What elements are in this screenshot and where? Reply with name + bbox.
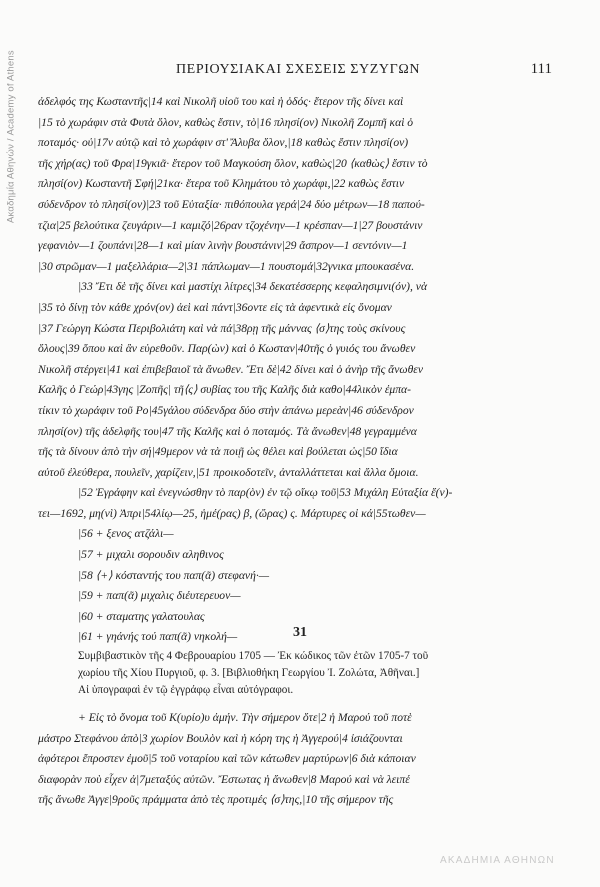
text-line: τζια|25 βελούτικα ζευγάριν—1 καμιζό|26ραν τζοχένην—1 κρέσπαν—1|27 βουστάνιν — [38, 218, 423, 232]
signature-line: |61 + γηάνής τού παπ(ᾶ) νηκολή— — [78, 630, 238, 644]
text-line: |30 στρῶμαν—1 μαξελλάρια—2|31 πάπλωμαν—1 πουστομά|32γνικα μπουκασένα. — [38, 259, 415, 273]
signature-line: |59 + παπ(ᾶ) μιχαλις διέυτερευον— — [78, 589, 241, 603]
signature-line: |58 ⟨+⟩ κόσταντής του παπ(ᾶ) στεφανή·— — [78, 568, 270, 582]
text-line: ὅλους|39 ὅπου καὶ ἂν εὑρεθοῦν. Παρ(ὼν) καὶ ὁ Κωσταν|40τῆς ὁ γυιός του ἄνωθεν — [38, 342, 416, 356]
text-line: διαφορὰν ποὺ εἶχεν ἀ|7μεταξύς αὐτῶν. Ἔστωτας ἡ ἄνωθεν|8 Μαρού καὶ νὰ λειπέ — [38, 772, 410, 786]
text-line: τῆς χήρ(ας) τοῦ Φρα|19γκιᾶ· ἕτερον τοῦ Μαγκούση ὅλον, καθὼς|20 ⟨καθὼς⟩ ἔστιν τὸ — [38, 156, 428, 170]
heading-line: χωρίου τῆς Χίου Πυργιοῦ, φ. 3. [Βιβλιοθήκη Γεωργίου Ἰ. Ζολώτα, Ἀθῆναι.] — [78, 667, 420, 679]
text-line: |35 τὸ δίνῃ τὸν κάθε χρόν(ον) ἀεὶ καὶ πάντ|36οντε εἰς τὰ ἀφεντικὰ εἰς ὄνομαν — [38, 300, 392, 314]
text-line: σύδενδρον τὸ πλησί(ον)|23 τοῦ Εὐταξία· πιθόπουλα γερά|24 δύο μέτρων—18 παπού- — [38, 197, 425, 211]
bottom-watermark: ΑΚΑΔΗΜΙΑ ΑΘΗΝΩΝ — [440, 855, 555, 866]
text-line: πλησί(ον) τῆς ἀδελφῆς του|47 τῆς Καλῆς καὶ ὁ ποταμός. Τὰ ἄνωθεν|48 γεγραμμένα — [38, 424, 417, 438]
text-line: |37 Γεώργη Κώστα Περιβολιάτη καὶ νὰ πά|38ρῃ τῆς μάννας ⟨σ⟩της τοὺς σκίνους — [38, 321, 406, 335]
page-number: 111 — [530, 61, 552, 77]
heading-line: Αἱ ὑπογραφαὶ ἐν τῷ ἐγγράφῳ εἶναι αὐτόγραφοι. — [78, 684, 294, 696]
text-line: ἀφότεροι ἔπροστεν ἐμοῦ|5 τοῦ νοταρίου καὶ τῶν κάτωθεν μαρτύρων|6 διὰ κάποιαν — [38, 752, 416, 766]
text-line: τῆς τὰ δίνουν ἀπὸ τὴν σή|49μερον νὰ τὰ ποιῇ ὡς θέλει καὶ βούλεται ὡς|50 ἴδια — [38, 445, 398, 459]
text-line: τει—1692, μη(νὶ) Ἀπρι|54λίῳ—25, ἡμέ(ρας) β, (ὥρας) ς. Μάρτυρες οἱ κά|55τωθεν— — [38, 506, 426, 520]
side-watermark: Ακαδημία Αθηνών / Academy of Athens — [5, 50, 17, 223]
heading-line: Συμβιβαστικὸν τῆς 4 Φεβρουαρίου 1705 — Ἐκ κώδικος τῶν ἐτῶν 1705-7 τοῦ — [78, 650, 429, 662]
text-line: + Εἰς τὸ ὄνομα τοῦ Κ(υρίο)υ ἀμήν. Τὴν σήμερον ὅτε|2 ἡ Μαρού τοῦ ποτὲ — [78, 711, 412, 724]
signature-line: |56 + ξενος ατζάλι— — [78, 527, 174, 541]
body-text — [38, 92, 560, 648]
text-line: Καλῆς ὁ Γεώρ|43γης |Ζοπῆς| τῆ⟨ς⟩ συβίας του τῆς Καλῆς διὰ καθο|44λικὸν ἐμπα- — [38, 383, 411, 397]
text-line: ποταμός· οὐ|17ν αὐτῷ καὶ τὸ χωράφιν στ' Ἄλυβα ὅλον,|18 καθὼς ἔστιν πλησί(ον) — [38, 136, 409, 150]
text-line: γεφανιὸν—1 ζουπάνι|28—1 καὶ μίαν λινὴν βουστάνιν|29 ἄσπρον—1 σεντόνιν—1 — [38, 239, 408, 253]
document-body — [38, 708, 562, 811]
text-line: ἀδελφός της Κωσταντῆς|14 καὶ Νικολῆ υἱοῦ του καὶ ἡ ὁδός· ἕτερον τῆς δίνει καὶ — [38, 95, 404, 108]
signature-line: |60 + σταματης γαλατουλας — [78, 609, 205, 623]
running-title: ΠΕΡΙΟΥΣΙΑΚΑΙ ΣΧΕΣΕΙΣ ΣΥΖΥΓΩΝ — [175, 62, 421, 77]
page-header — [44, 62, 552, 82]
text-line: τίκιν τὸ χωράφιν τοῦ Ρο|45γάλου σύδενδρα δύο στὴν ἀπάνω μερεὰν|46 σύδενδρον — [38, 403, 414, 417]
text-line: μάστρο Στεφάνου ἀπὸ|3 χωρίον Βουλὸν καὶ ἡ κόρη της ἡ Ἀγγερού|4 ἰσιάζουνται — [38, 731, 403, 745]
document-number: 31 — [293, 625, 307, 640]
text-line: τῆς ἄνωθε Ἀγγε|9ροῦς πράμματα ἀπὸ τὲς προτιμές ⟨σ⟩της,|10 τῆς σήμερον τῆς — [38, 793, 394, 807]
text-line: αὐτοῦ ἐλεύθερα, πουλεῖν, χαρίζειν,|51 προικοδοτεῖν, ἀνταλλάττεται καὶ ἄλλα ὅμοια. — [38, 465, 419, 479]
document-heading — [78, 648, 562, 699]
text-line: |52 Ἐγράφην καὶ ἐνεγνώσθην τὸ παρ(ὸν) ἐν τῷ οἴκῳ τοῦ|53 Μιχάλη Εὐταξία ἔ(ν)- — [78, 486, 453, 500]
text-line: |33 Ἔτι δὲ τῆς δίνει καὶ μαστίχι λίτρες|34 δεκατέσσερης κεφαλησιμνι(όν), νὰ — [78, 280, 428, 294]
signature-line: |57 + μιχαλι σορουδιν αληθινος — [78, 548, 224, 562]
text-line: Νικολῆ στέργει|41 καὶ ἐπιβεβαιοῖ τὰ ἄνωθεν. Ἔτι δὲ|42 δίνει καὶ ὁ ἀνὴρ τῆς ἄνωθεν — [38, 362, 423, 376]
text-line: |15 τὸ χωράφιν στὰ Φυτὰ ὅλον, καθὼς ἔστιν, τὸ|16 πλησί(ον) Νικολῆ Ζομπῆ καὶ ὁ — [38, 115, 414, 129]
text-line: πλησί(ον) Κωσταντῆ Σφή|21κα· ἕτερα τοῦ Κλημάτου τὸ χωράφι,|22 καθὼς ἔστιν — [38, 177, 405, 191]
